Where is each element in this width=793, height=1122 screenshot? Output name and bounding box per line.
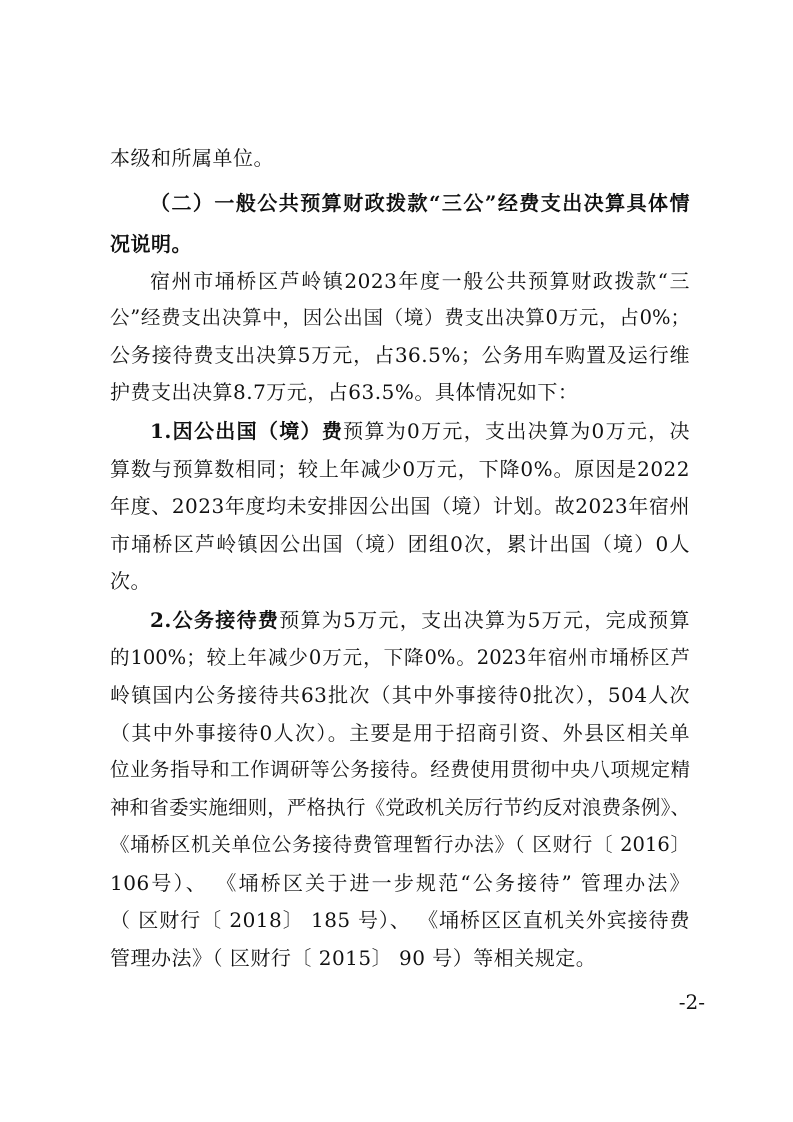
body-line: [110, 337, 690, 373]
line-text: 神和省委实施细则，严格执行《党政机关厉行节约反对浪费条例》、: [110, 796, 690, 819]
item-heading: 2.公务接待费: [150, 608, 280, 632]
line-text: 预算为0万元，支出决算为0万元，决: [343, 419, 690, 443]
line-text: 位业务指导和工作调研等公务接待。经费使用贯彻中央八项规定精: [110, 758, 690, 781]
line-text: 公务接待费支出决算5万元，占36.5%；公务用车购置及运行维: [110, 343, 690, 367]
heading-text: 况说明。: [110, 232, 192, 256]
line-text: 年度、2023年度均未安排因公出国（境）计划。故2023年宿州: [110, 494, 690, 518]
body-line: [110, 940, 690, 976]
body-line: [110, 677, 690, 713]
line-text: 市埇桥区芦岭镇因公出国（境）团组0次，累计出国（境）0人: [110, 532, 690, 556]
line-text: 《埇桥区机关单位公务接待费管理暂行办法》（ 区财行〔 2016〕: [110, 833, 690, 856]
line-text: （ 区财行〔 2018〕 185 号）、 《埇桥区区直机关外宾接待费: [110, 908, 690, 932]
line-text: 预算为5万元，支出决算为5万元，完成预算: [279, 608, 690, 632]
line-text: 宿州市埇桥区芦岭镇2023年度一般公共预算财政拨款“三: [150, 269, 690, 293]
line-text: 本级和所属单位。: [110, 146, 274, 170]
body-line: [110, 300, 690, 336]
line-text: （其中外事接待0人次）。主要是用于招商引资、外县区相关单: [110, 721, 690, 745]
body-line: [110, 140, 690, 176]
body-line: [110, 790, 690, 826]
item-heading: 1.因公出国（境）费: [150, 419, 344, 443]
line-text: 算数与预算数相同；较上年减少0万元，下降0%。原因是2022: [110, 457, 690, 481]
line-text: 的100%；较上年减少0万元，下降0%。2023年宿州市埇桥区芦: [110, 646, 690, 669]
body-line: [110, 488, 690, 524]
line-text: 公”经费支出决算中，因公出国（境）费支出决算0万元，占0%；: [110, 306, 690, 329]
body-line: [110, 451, 690, 487]
body-line: [110, 902, 690, 938]
heading-text: （二）一般公共预算财政拨款“三公”经费支出决算具体情: [150, 191, 690, 215]
body-line: [110, 715, 690, 751]
body-line: [110, 827, 690, 863]
line-text: 106号）、 《埇桥区关于进一步规范“公务接待” 管理办法》: [110, 871, 690, 895]
body-line: [150, 263, 690, 299]
body-line: [150, 413, 690, 449]
body-line: [110, 752, 690, 788]
line-text: 岭镇国内公务接待共63批次（其中外事接待0批次），504人次: [110, 683, 690, 707]
line-text: 管理办法》（ 区财行〔 2015〕 90 号）等相关规定。: [110, 946, 597, 970]
section-heading-line: [150, 185, 690, 221]
line-text: 护费支出决算8.7万元，占63.5%。具体情况如下：: [110, 380, 579, 404]
body-line: [110, 526, 690, 562]
page-number: -2-: [678, 990, 705, 1014]
body-line: [110, 865, 690, 901]
body-line: [110, 374, 690, 410]
body-line: [150, 602, 690, 638]
line-text: 次。: [110, 569, 151, 593]
body-line: [110, 640, 690, 676]
section-heading-line: [110, 226, 690, 262]
body-line: [110, 563, 690, 599]
